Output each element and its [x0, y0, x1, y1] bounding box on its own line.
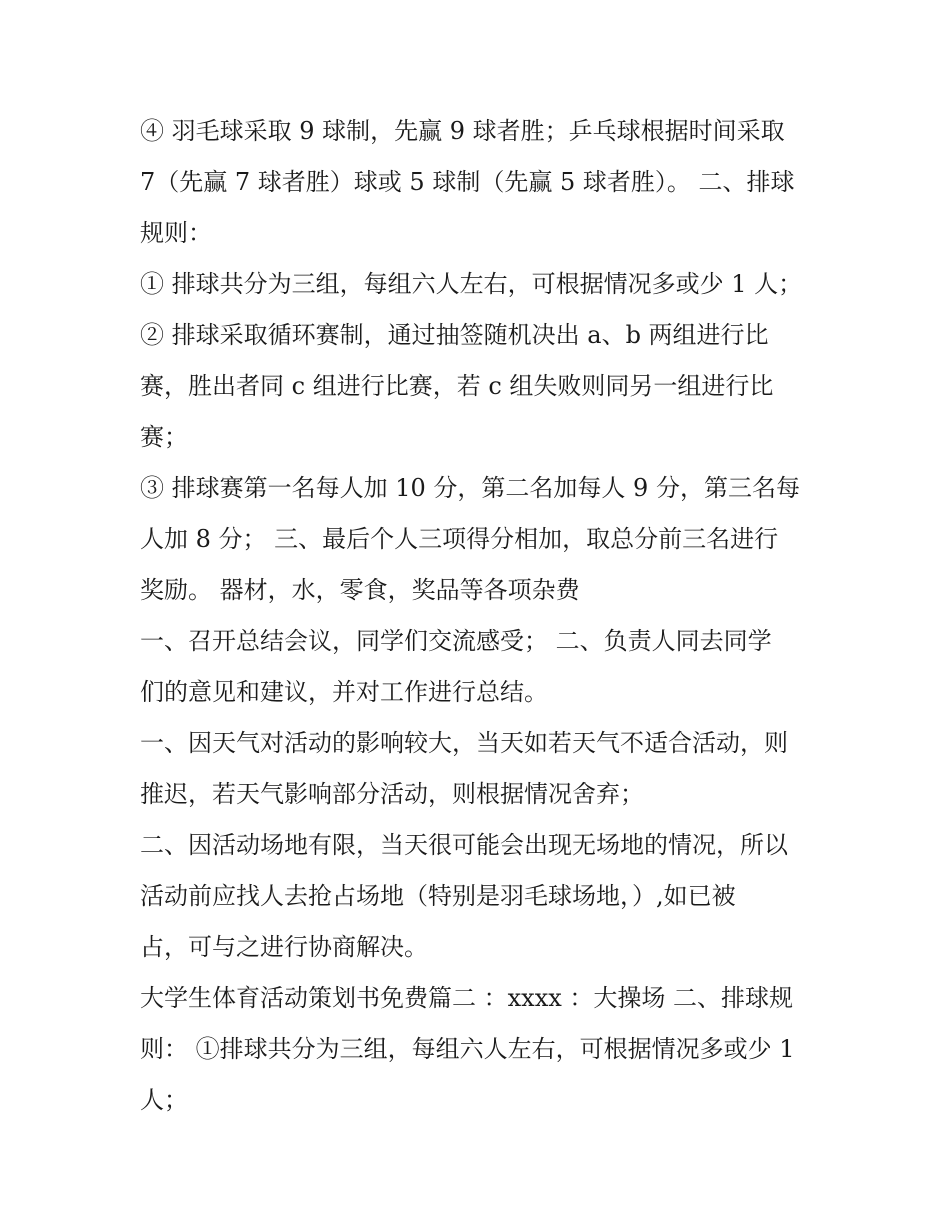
text-line: 奖励。 器材，水，零食，奖品等各项杂费 — [140, 576, 580, 604]
document-body — [140, 106, 830, 1126]
text-line: 7（先赢 7 球者胜）球或 5 球制（先赢 5 球者胜）。 二、排球 — [140, 168, 795, 196]
text-line: 一、因天气对活动的影响较大，当天如若天气不适合活动，则 — [140, 729, 788, 757]
text-line: 规则： — [140, 219, 212, 247]
text-line: 二、因活动场地有限，当天很可能会出现无场地的情况，所以 — [140, 831, 788, 859]
text-line: 占，可与之进行协商解决。 — [140, 933, 428, 961]
text-line: ③ 排球赛第一名每人加 10 分，第二名加每人 9 分，第三名每 — [140, 474, 800, 502]
text-line: ④ 羽毛球采取 9 球制，先赢 9 球者胜；乒乓球根据时间采取 — [140, 117, 785, 145]
text-line: 一、召开总结会议，同学们交流感受； 二、负责人同去同学 — [140, 627, 772, 655]
text-line: 则： ①排球共分为三组，每组六人左右，可根据情况多或少 1 — [140, 1035, 795, 1063]
text-line: 人加 8 分； 三、最后个人三项得分相加，取总分前三名进行 — [140, 525, 779, 553]
text-line: 人； — [140, 1086, 188, 1114]
text-line: ② 排球采取循环赛制，通过抽签随机决出 a、b 两组进行比 — [140, 321, 769, 349]
text-line: 活动前应找人去抢占场地（特别是羽毛球场地，）,如已被 — [140, 882, 736, 910]
text-line: 赛； — [140, 423, 188, 451]
text-line: 们的意见和建议，并对工作进行总结。 — [140, 678, 548, 706]
text-line: ① 排球共分为三组，每组六人左右，可根据情况多或少 1 人； — [140, 270, 803, 298]
text-line: 大学生体育活动策划书免费篇二 ：xxxx ：大操场 二、排球规 — [140, 984, 794, 1012]
text-line: 推迟，若天气影响部分活动，则根据情况舍弃； — [140, 780, 644, 808]
text-line: 赛，胜出者同 c 组进行比赛，若 c 组失败则同另一组进行比 — [140, 372, 774, 400]
